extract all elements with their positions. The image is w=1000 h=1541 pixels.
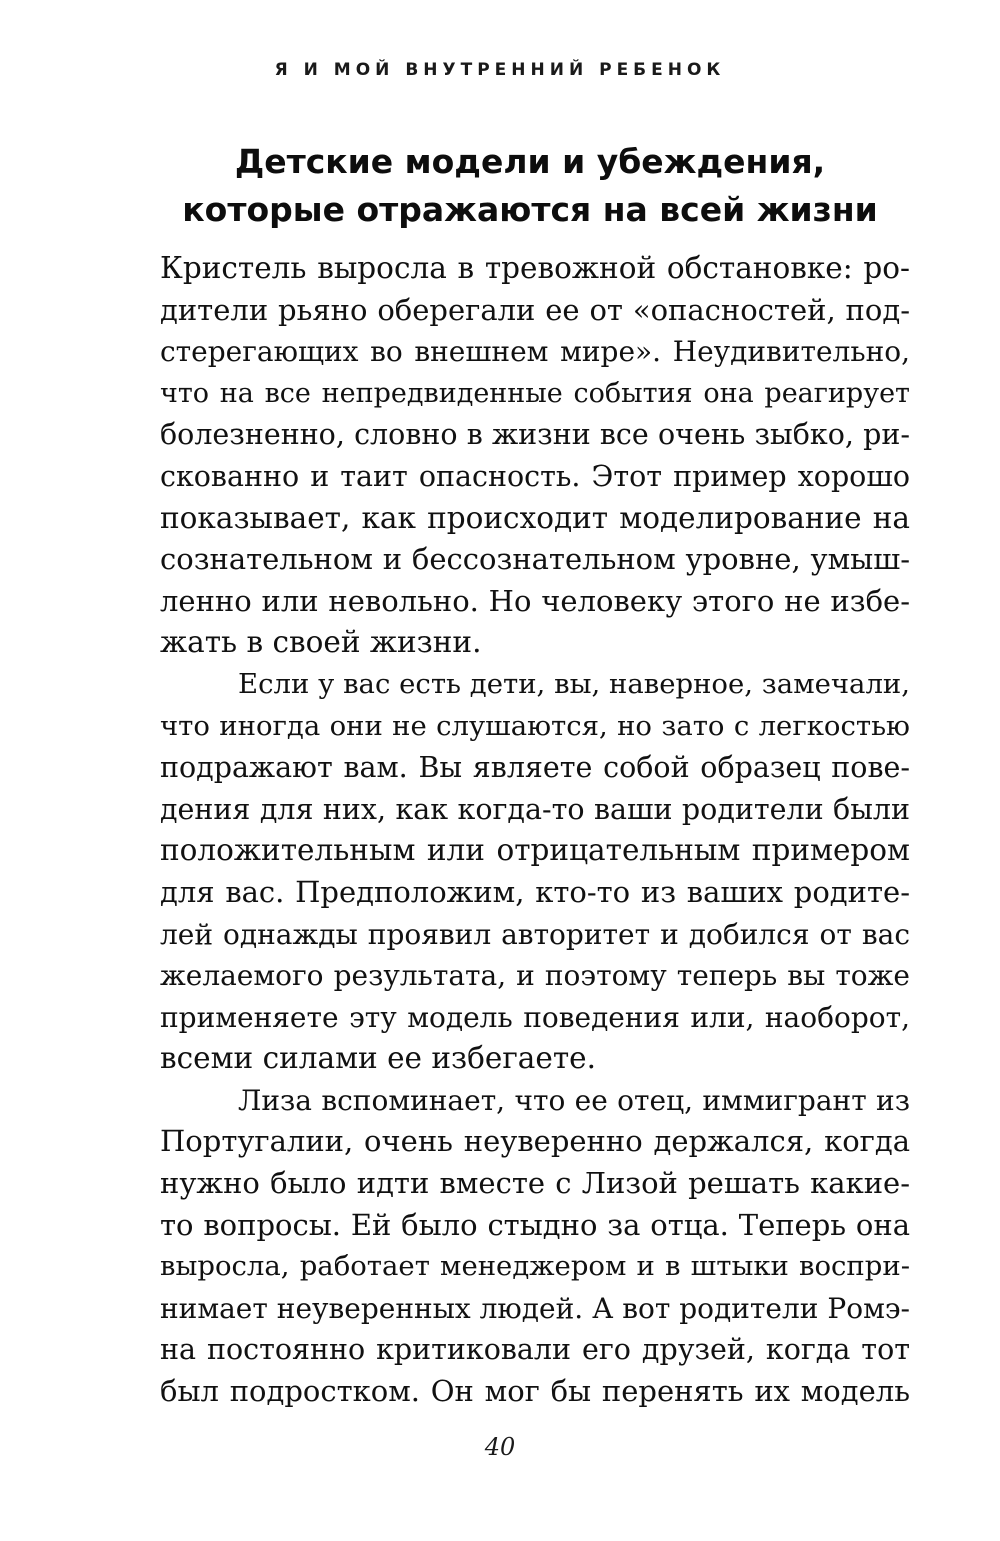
text-line: дители рьяно оберегали ее от «опасностей, под- — [160, 292, 910, 327]
text-line: скованно и таит опасность. Этот пример хорошо — [160, 459, 910, 493]
text-line: положительным или отрицательным примером — [160, 833, 910, 868]
text-line: что иногда они не слушаются, но зато с легкостью — [160, 709, 910, 742]
text-line: жать в своей жизни. — [160, 625, 482, 660]
text-line: подражают вам. Вы являете собой образец пове- — [160, 751, 910, 785]
text-line: лей однажды проявил авторитет и добился от вас — [160, 917, 910, 951]
text-line: желаемого результата, и поэтому теперь вы тоже — [160, 959, 910, 993]
text-line: был подростком. Он мог бы перенять их модель — [160, 1374, 910, 1409]
text-line: нужно было идти вместе с Лизой решать какие- — [160, 1166, 910, 1201]
text-line: Португалии, очень неуверенно держался, когда — [160, 1124, 910, 1159]
text-line: то вопросы. Ей было стыдно за отца. Теперь она — [160, 1207, 910, 1242]
body-text — [160, 248, 910, 1413]
text-line: на постоянно критиковали его друзей, когда тот — [160, 1333, 910, 1367]
text-line: стерегающих во внешнем мире». Неудивительно, — [160, 335, 910, 369]
text-line: выросла, работает менеджером и в штыки воспри- — [160, 1250, 910, 1283]
chapter-title-line: которые отражаются на всей жизни — [182, 190, 878, 229]
chapter-title-line: Детские модели и убеждения, — [234, 142, 826, 181]
text-line: для вас. Предположим, кто-то из ваших родите- — [160, 874, 910, 909]
text-line: нимает неуверенных людей. А вот родители Ромэ- — [160, 1291, 910, 1325]
chapter-title — [120, 138, 940, 234]
text-line: сознательном и бессознательном уровне, умыш- — [160, 542, 910, 577]
text-line: дения для них, как когда-то ваши родители были — [160, 792, 910, 826]
text-line: показывает, как происходит моделирование на — [160, 500, 910, 535]
text-line: Кристель выросла в тревожной обстановке: ро- — [160, 251, 910, 285]
text-line: что на все непредвиденные события она реагирует — [160, 377, 910, 409]
text-line: Лиза вспоминает, что ее отец, иммигрант из — [238, 1083, 910, 1117]
text-line: применяете эту модель поведения или, наоборот, — [160, 1000, 910, 1034]
text-line: ленно или невольно. Но человеку этого не избе- — [160, 583, 910, 618]
page-number: 40 — [484, 1433, 516, 1461]
text-line: Если у вас есть дети, вы, наверное, замечали, — [238, 667, 910, 700]
text-line: всеми силами ее избегаете. — [160, 1041, 596, 1076]
running-header: Я И МОЙ ВНУТРЕННИЙ РЕБЕНОК — [274, 60, 726, 80]
text-line: болезненно, словно в жизни все очень зыбко, ри- — [160, 418, 910, 452]
